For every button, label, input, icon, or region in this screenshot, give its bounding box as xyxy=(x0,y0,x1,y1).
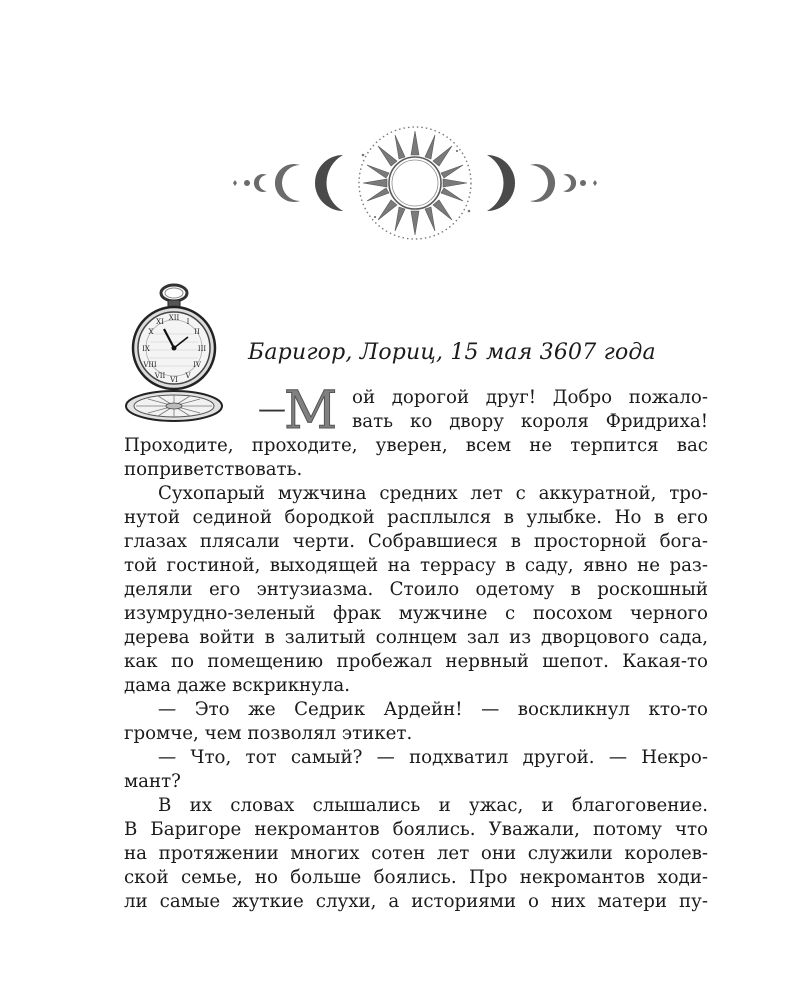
text-line-11: дерева войти в залитый солнцем зал из дворцового сада, xyxy=(124,627,708,648)
text-line-18: В их словах слышались и ужас, и благоговение. xyxy=(158,795,708,816)
text-line-21: ской семье, но больше боялись. Про некромантов ходи- xyxy=(124,867,708,888)
text-line-10: изумрудно-зеленый фрак мужчине с посохом черного xyxy=(124,603,708,624)
text-line-22: ли самые жуткие слухи, а историями о них матери пу- xyxy=(124,891,708,912)
text-line-1: ой дорогой друг! Добро пожало- xyxy=(352,387,708,408)
text-line-16: — Что, тот самый? — подхватил другой. — Некро- xyxy=(158,747,708,768)
text-line-4: поприветствовать. xyxy=(124,459,303,480)
svg-text:II: II xyxy=(194,328,200,336)
text-line-9: деляли его энтузиазма. Стоило одетому в роскошный xyxy=(124,579,708,600)
text-line-12: как по помещению пробежал нервный шепот. Какая-то xyxy=(124,651,708,672)
svg-text:III: III xyxy=(197,345,207,353)
text-line-13: дама даже вскрикнула. xyxy=(124,675,351,696)
text-line-2: вать ко двору короля Фридриха! xyxy=(352,411,708,432)
text-line-5: Сухопарый мужчина средних лет с аккуратной, тро- xyxy=(158,483,708,504)
text-line-3: Проходите, проходите, уверен, всем не терпится вас xyxy=(124,435,708,456)
svg-text:VIII: VIII xyxy=(143,361,157,369)
text-line-20: на протяжении многих сотен лет они служили королев- xyxy=(124,843,708,864)
pocket-watch-icon xyxy=(118,282,230,424)
svg-text:VI: VI xyxy=(170,376,178,384)
text-line-8: той гостиной, выходящей на террасу в саду, явно не раз- xyxy=(124,555,708,576)
text-line-14: — Это же Седрик Ардейн! — воскликнул кто-то xyxy=(158,699,708,720)
svg-text:V: V xyxy=(185,372,191,380)
sun-moon-ornament-icon xyxy=(225,125,605,245)
svg-text:IX: IX xyxy=(142,345,150,353)
svg-text:XI: XI xyxy=(156,318,164,326)
text-line-15: громче, чем позволял этикет. xyxy=(124,723,413,744)
svg-text:I: I xyxy=(186,318,190,326)
drop-cap xyxy=(258,382,350,434)
svg-text:X: X xyxy=(148,328,154,336)
drop-cap-dash: — xyxy=(258,392,286,425)
text-line-17: мант? xyxy=(124,771,181,792)
chapter-heading: Баригор, Лориц, 15 мая 3607 года xyxy=(248,340,656,365)
text-line-6: нутой сединой бородкой расплылся в улыбке. Но в его xyxy=(124,507,708,528)
text-line-19: В Баригоре некромантов боялись. Уважали, потому что xyxy=(124,819,708,840)
drop-cap-letter: М xyxy=(284,382,338,434)
svg-text:IV: IV xyxy=(193,361,201,369)
svg-text:XII: XII xyxy=(168,314,180,322)
svg-text:VII: VII xyxy=(154,372,166,380)
text-line-7: глазах плясали черти. Собравшиеся в просторной бога- xyxy=(124,531,708,552)
